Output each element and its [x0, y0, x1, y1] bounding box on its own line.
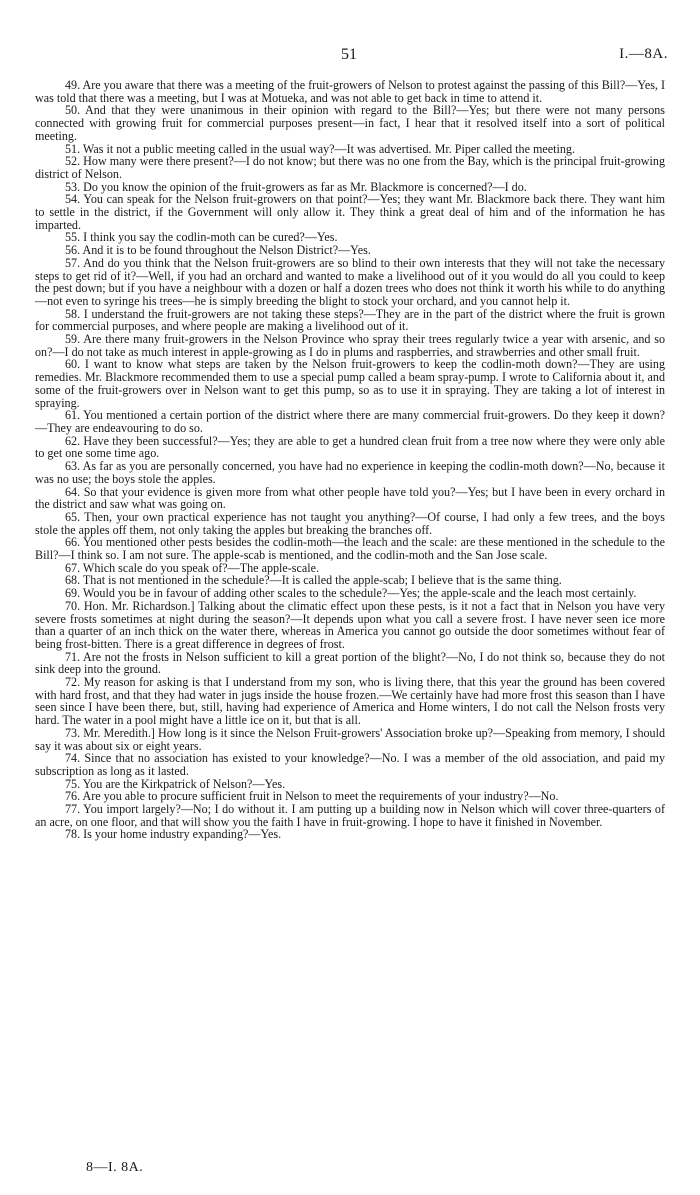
paragraph-50: 50. And that they were unanimous in their opinion with regard to the Bill?—Yes; but there were not many persons connected with growing fruit for commercial purposes present—in fact, I hear that it resolved itself into a sort of political meeting.	[35, 103, 665, 143]
page-number: 51	[341, 46, 357, 63]
paragraph-54: 54. You can speak for the Nelson fruit-growers on that point?—Yes; they want Mr. Blackmore back there. They want him to settle in the district, if the Government will only allow it. They think a great deal of him and of the information he has imparted.	[35, 192, 665, 232]
paragraph-76: 76. Are you able to procure sufficient fruit in Nelson to meet the requirements of your industry?—No.	[65, 789, 559, 804]
paragraph-53: 53. Do you know the opinion of the fruit-growers as far as Mr. Blackmore is concerned?—I do.	[65, 179, 527, 194]
paragraph-64: 64. So that your evidence is given more from what other people have told you?—Yes; but I have been in every orchard in the district and saw what was going on.	[35, 484, 665, 512]
paragraph-61: 61. You mentioned a certain portion of the district where there are many commercial fruit-growers. Do they keep it down?—They are endeavouring to do so.	[35, 408, 665, 435]
paragraph-65: 65. Then, your own practical experience has not taught you anything?—Of course, I had only a few trees, and the boys stole the apples off them, not only taking the apples but breaking the branches off.	[35, 509, 665, 537]
paragraph-56: 56. And it is to be found throughout the Nelson District?—Yes.	[65, 243, 371, 258]
document-body	[35, 79, 665, 841]
paragraph-55: 55. I think you say the codlin-moth can be cured?—Yes.	[65, 230, 338, 245]
paragraph-78: 78. Is your home industry expanding?—Yes.	[65, 827, 282, 842]
paragraph-72: 72. My reason for asking is that I understand from my son, who is living there, that this year the ground has been covered with hard frost, and that they had water in jugs inside the house frozen.—We certainly have had more frost this season than I have seen since I have been there, but, still, having had experience of America and Home winters, I do not call the Nelson frosts very hard. The water in a pool might have a little ice on it, but that is all.	[35, 675, 665, 728]
paragraph-49: 49. Are you aware that there was a meeting of the fruit-growers of Nelson to protest against the passing of this Bill?—Yes, I was told that there was a meeting, but I was at Motueka, and was not able to get back in time to attend it.	[35, 78, 665, 105]
paragraph-62: 62. Have they been successful?—Yes; they are able to get a hundred clean fruit from a tree now where they were only able to get one some time ago.	[35, 433, 665, 461]
page-header	[30, 46, 668, 66]
paragraph-59: 59. Are there many fruit-growers in the Nelson Province who spray their trees regularly twice a year with arsenic, and so on?—I do not take as much interest in apple-growing as I do in plums and raspberries, and strawberries and other small fruit.	[35, 332, 665, 359]
paragraph-58: 58. I understand the fruit-growers are not taking these steps?—They are in the part of the district where the fruit is grown for commercial purposes, and where people are making a livelihood out of it.	[35, 306, 665, 334]
paragraph-60: 60. I want to know what steps are taken by the Nelson fruit-growers to keep the codlin-moth down?—They are using remedies. Mr. Blackmore recommended them to use a special pump called a beam spray-pump. I wrote to California about it, and some of the fruit-growers over in Nelson want to get this pump, so as to use it in spraying. They are taking a lot of interest in spraying.	[35, 357, 665, 410]
paragraph-63: 63. As far as you are personally concerned, you have had no experience in keeping the codlin-moth down?—No, because it was no use; the boys stole the apples.	[35, 459, 665, 486]
paragraph-57: 57. And do you think that the Nelson fruit-growers are so blind to their own interests that they will not take the necessary steps to get rid of it?—Well, if you had an orchard and wanted to make a livelihood out of it you would do all you could to keep the pest down; but if you have a neighbour with a dozen or half a dozen trees who does not think it worth his while to do anything—not even to syringe his trees—he is simply breeding the blight to stock your orchard, and you cannot help it.	[35, 255, 665, 308]
paragraph-68: 68. That is not mentioned in the schedule?—It is called the apple-scab; I believe that is the same thing.	[65, 573, 562, 588]
paragraph-75: 75. You are the Kirkpatrick of Nelson?—Yes.	[65, 776, 286, 791]
paragraph-52: 52. How many were there present?—I do not know; but there was no one from the Bay, which is the principal fruit-growing district of Nelson.	[35, 154, 665, 181]
paragraph-77: 77. You import largely?—No; I do without it. I am putting up a building now in Nelson which will cover three-quarters of an acre, on one floor, and that will show you the faith I have in fruit-growing. I hope to have it finished in November.	[35, 802, 665, 829]
paragraph-73: 73. Mr. Meredith.] How long is it since the Nelson Fruit-growers' Association broke up?—Speaking from memory, I should say it was about six or eight years.	[35, 725, 665, 753]
page-reference: I.—8A.	[619, 46, 668, 62]
paragraph-69: 69. Would you be in favour of adding other scales to the schedule?—Yes; the apple-scale and the leach most certainly.	[65, 586, 637, 601]
paragraph-67: 67. Which scale do you speak of?—The apple-scale.	[65, 560, 319, 575]
signature-mark: 8—I. 8A.	[86, 1160, 144, 1175]
paragraph-71: 71. Are not the frosts in Nelson sufficient to kill a great portion of the blight?—No, I do not think so, because they do not sink deep into the ground.	[35, 649, 665, 677]
paragraph-70: 70. Hon. Mr. Richardson.] Talking about the climatic effect upon these pests, is it not a fact that in Nelson you have very severe frosts sometimes at night during the season?—It depends upon what you call a severe frost. I have never seen ice more than a quarter of an inch thick on the water there, whereas in America you cannot go outside the door sometimes without fear of being frost-bitten. There is a great difference in degrees of frost.	[35, 598, 665, 651]
paragraph-51: 51. Was it not a public meeting called in the usual way?—It was advertised. Mr. Piper called the meeting.	[65, 141, 575, 156]
paragraph-66: 66. You mentioned other pests besides the codlin-moth—the leach and the scale: are these mentioned in the schedule to the Bill?—I think so. I am not sure. The apple-scab is mentioned, and the codlin-moth and the San Jose scale.	[35, 535, 665, 563]
paragraph-74: 74. Since that no association has existed to your knowledge?—No. I was a member of the old association, and paid my subscription as long as it lasted.	[35, 751, 665, 778]
